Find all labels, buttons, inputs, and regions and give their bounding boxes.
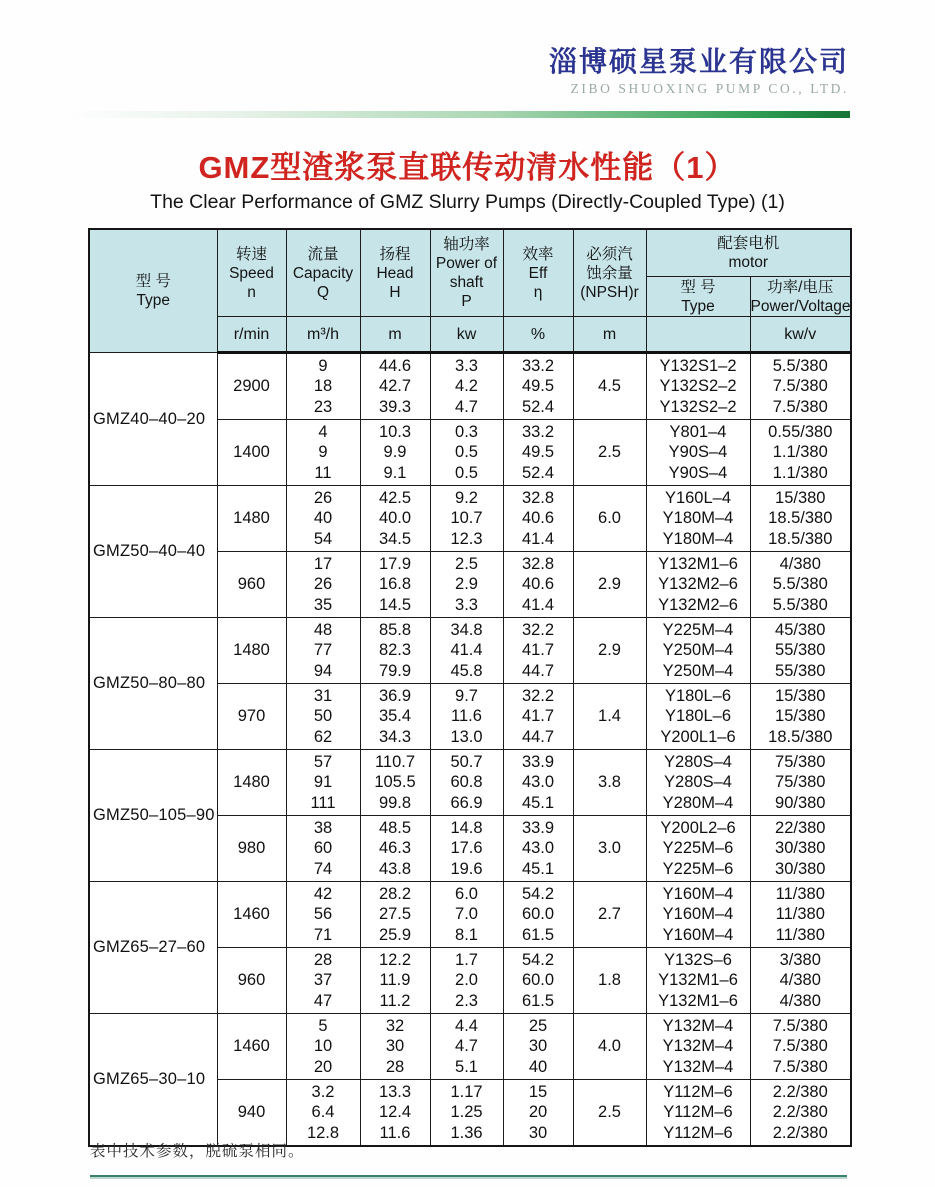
- shaft-power-values: 34.8 41.4 45.8: [430, 618, 503, 684]
- table-row: [89, 486, 851, 552]
- motor-power-values: 15/380 18.5/380 18.5/380: [750, 486, 851, 552]
- npsh-value: 4.0: [573, 1014, 646, 1080]
- company-name: 淄博硕星泵业有限公司: [548, 46, 849, 77]
- shaft-power-values: 50.7 60.8 66.9: [430, 750, 503, 816]
- motor-power-values: 22/380 30/380 30/380: [750, 816, 851, 882]
- shaft-power-values: 4.4 4.7 5.1: [430, 1014, 503, 1080]
- efficiency-values: 32.8 40.6 41.4: [503, 486, 573, 552]
- efficiency-values: 33.2 49.5 52.4: [503, 420, 573, 486]
- unit-eff: %: [503, 317, 573, 353]
- npsh-value: 3.0: [573, 816, 646, 882]
- motor-power-values: 5.5/380 7.5/380 7.5/380: [750, 353, 851, 420]
- motor-type-values: Y132S1–2 Y132S2–2 Y132S2–2: [646, 353, 750, 420]
- unit-npsh: m: [573, 317, 646, 353]
- motor-power-values: 4/380 5.5/380 5.5/380: [750, 552, 851, 618]
- table-row: [89, 1014, 851, 1080]
- col-header-capacity: 流量 Capacity Q: [286, 229, 360, 317]
- motor-type-values: Y132S–6 Y132M1–6 Y132M1–6: [646, 948, 750, 1014]
- capacity-values: 38 60 74: [286, 816, 360, 882]
- efficiency-values: 32.2 41.7 44.7: [503, 618, 573, 684]
- col-header-type: 型 号 Type: [89, 229, 217, 353]
- motor-power-values: 15/380 15/380 18.5/380: [750, 684, 851, 750]
- page-title: GMZ型渣浆泵直联传动清水性能（1）: [198, 150, 737, 185]
- motor-type-values: Y280S–4 Y280S–4 Y280M–4: [646, 750, 750, 816]
- efficiency-values: 25 30 40: [503, 1014, 573, 1080]
- speed-value: 1480: [217, 750, 286, 816]
- col-header-shaft-power: 轴功率 Power of shaft P: [430, 229, 503, 317]
- npsh-value: 4.5: [573, 353, 646, 420]
- col-header-motor-power: 功率/电压 Power/Voltage: [750, 278, 851, 315]
- unit-shaft-power: kw: [430, 317, 503, 353]
- head-values: 17.9 16.8 14.5: [360, 552, 430, 618]
- shaft-power-values: 0.3 0.5 0.5: [430, 420, 503, 486]
- speed-value: 2900: [217, 353, 286, 420]
- unit-speed: r/min: [217, 317, 286, 353]
- speed-value: 1460: [217, 882, 286, 948]
- table-row: [89, 353, 851, 420]
- npsh-value: 2.9: [573, 552, 646, 618]
- efficiency-values: 54.2 60.0 61.5: [503, 948, 573, 1014]
- motor-type-values: Y225M–4 Y250M–4 Y250M–4: [646, 618, 750, 684]
- capacity-values: 4 9 11: [286, 420, 360, 486]
- col-header-head: 扬程 Head H: [360, 229, 430, 317]
- pump-model: GMZ50–40–40: [89, 486, 217, 618]
- motor-type-values: Y180L–6 Y180L–6 Y200L1–6: [646, 684, 750, 750]
- capacity-values: 57 91 111: [286, 750, 360, 816]
- capacity-values: 28 37 47: [286, 948, 360, 1014]
- head-values: 48.5 46.3 43.8: [360, 816, 430, 882]
- shaft-power-values: 9.2 10.7 12.3: [430, 486, 503, 552]
- page-subtitle: The Clear Performance of GMZ Slurry Pumps (Directly-Coupled Type) (1): [150, 191, 785, 213]
- motor-power-values: 45/380 55/380 55/380: [750, 618, 851, 684]
- speed-value: 1400: [217, 420, 286, 486]
- speed-value: 1480: [217, 486, 286, 552]
- motor-power-values: 7.5/380 7.5/380 7.5/380: [750, 1014, 851, 1080]
- head-values: 36.9 35.4 34.3: [360, 684, 430, 750]
- head-values: 85.8 82.3 79.9: [360, 618, 430, 684]
- shaft-power-values: 14.8 17.6 19.6: [430, 816, 503, 882]
- npsh-value: 2.7: [573, 882, 646, 948]
- unit-head: m: [360, 317, 430, 353]
- table-body: [89, 353, 851, 1147]
- efficiency-values: 54.2 60.0 61.5: [503, 882, 573, 948]
- col-header-eff: 效率 Eff η: [503, 229, 573, 317]
- company-header: [549, 46, 849, 97]
- speed-value: 1460: [217, 1014, 286, 1080]
- unit-motor-type: [646, 317, 750, 353]
- capacity-values: 5 10 20: [286, 1014, 360, 1080]
- efficiency-values: 33.9 43.0 45.1: [503, 750, 573, 816]
- head-values: 42.5 40.0 34.5: [360, 486, 430, 552]
- head-values: 28.2 27.5 25.9: [360, 882, 430, 948]
- motor-power-values: 2.2/380 2.2/380 2.2/380: [750, 1080, 851, 1147]
- capacity-values: 42 56 71: [286, 882, 360, 948]
- efficiency-values: 33.9 43.0 45.1: [503, 816, 573, 882]
- shaft-power-values: 1.17 1.25 1.36: [430, 1080, 503, 1147]
- capacity-values: 17 26 35: [286, 552, 360, 618]
- col-header-speed: 转速 Speed n: [217, 229, 286, 317]
- speed-value: 980: [217, 816, 286, 882]
- motor-power-values: 3/380 4/380 4/380: [750, 948, 851, 1014]
- efficiency-values: 32.2 41.7 44.7: [503, 684, 573, 750]
- pump-model: GMZ40–40–20: [89, 353, 217, 486]
- efficiency-values: 15 20 30: [503, 1080, 573, 1147]
- efficiency-values: 33.2 49.5 52.4: [503, 353, 573, 420]
- motor-type-values: Y160M–4 Y160M–4 Y160M–4: [646, 882, 750, 948]
- motor-type-values: Y801–4 Y90S–4 Y90S–4: [646, 420, 750, 486]
- head-values: 110.7 105.5 99.8: [360, 750, 430, 816]
- speed-value: 970: [217, 684, 286, 750]
- table-row: [89, 750, 851, 816]
- pump-model: GMZ65–27–60: [89, 882, 217, 1014]
- motor-power-values: 11/380 11/380 11/380: [750, 882, 851, 948]
- npsh-value: 1.4: [573, 684, 646, 750]
- speed-value: 940: [217, 1080, 286, 1147]
- npsh-value: 2.9: [573, 618, 646, 684]
- speed-value: 960: [217, 948, 286, 1014]
- capacity-values: 26 40 54: [286, 486, 360, 552]
- unit-capacity: m³/h: [286, 317, 360, 353]
- table-row: [89, 618, 851, 684]
- table-header: [89, 229, 851, 353]
- motor-type-values: Y132M1–6 Y132M2–6 Y132M2–6: [646, 552, 750, 618]
- shaft-power-values: 6.0 7.0 8.1: [430, 882, 503, 948]
- footer-divider: [90, 1175, 847, 1177]
- motor-power-values: 75/380 75/380 90/380: [750, 750, 851, 816]
- capacity-values: 9 18 23: [286, 353, 360, 420]
- motor-power-values: 0.55/380 1.1/380 1.1/380: [750, 420, 851, 486]
- col-header-npsh: 必须汽 蚀余量 (NPSH)r: [573, 229, 646, 317]
- footer-note: 表中技术参数，脱硫泵相同。: [90, 1143, 305, 1160]
- head-values: 44.6 42.7 39.3: [360, 353, 430, 420]
- speed-value: 1480: [217, 618, 286, 684]
- company-name-en: ZIBO SHUOXING PUMP CO., LTD.: [570, 81, 849, 96]
- unit-motor-power: kw/v: [750, 317, 851, 353]
- pump-model: GMZ50–80–80: [89, 618, 217, 750]
- col-header-motor-type: 型 号 Type: [646, 277, 750, 317]
- head-values: 32 30 28: [360, 1014, 430, 1080]
- shaft-power-values: 2.5 2.9 3.3: [430, 552, 503, 618]
- speed-value: 960: [217, 552, 286, 618]
- motor-type-values: Y160L–4 Y180M–4 Y180M–4: [646, 486, 750, 552]
- motor-type-values: Y132M–4 Y132M–4 Y132M–4: [646, 1014, 750, 1080]
- shaft-power-values: 9.7 11.6 13.0: [430, 684, 503, 750]
- head-values: 10.3 9.9 9.1: [360, 420, 430, 486]
- npsh-value: 1.8: [573, 948, 646, 1014]
- npsh-value: 2.5: [573, 420, 646, 486]
- capacity-values: 3.2 6.4 12.8: [286, 1080, 360, 1147]
- capacity-values: 48 77 94: [286, 618, 360, 684]
- table-row: [89, 882, 851, 948]
- head-values: 12.2 11.9 11.2: [360, 948, 430, 1014]
- shaft-power-values: 1.7 2.0 2.3: [430, 948, 503, 1014]
- shaft-power-values: 3.3 4.2 4.7: [430, 353, 503, 420]
- npsh-value: 6.0: [573, 486, 646, 552]
- npsh-value: 3.8: [573, 750, 646, 816]
- capacity-values: 31 50 62: [286, 684, 360, 750]
- performance-table: [88, 228, 852, 1147]
- col-header-motor-group: 配套电机 motor: [646, 229, 851, 277]
- motor-type-values: Y200L2–6 Y225M–6 Y225M–6: [646, 816, 750, 882]
- head-values: 13.3 12.4 11.6: [360, 1080, 430, 1147]
- motor-type-values: Y112M–6 Y112M–6 Y112M–6: [646, 1080, 750, 1147]
- header-gradient-bar: [64, 111, 850, 118]
- pump-model: GMZ50–105–90: [89, 750, 217, 882]
- npsh-value: 2.5: [573, 1080, 646, 1147]
- pump-model: GMZ65–30–10: [89, 1014, 217, 1147]
- efficiency-values: 32.8 40.6 41.4: [503, 552, 573, 618]
